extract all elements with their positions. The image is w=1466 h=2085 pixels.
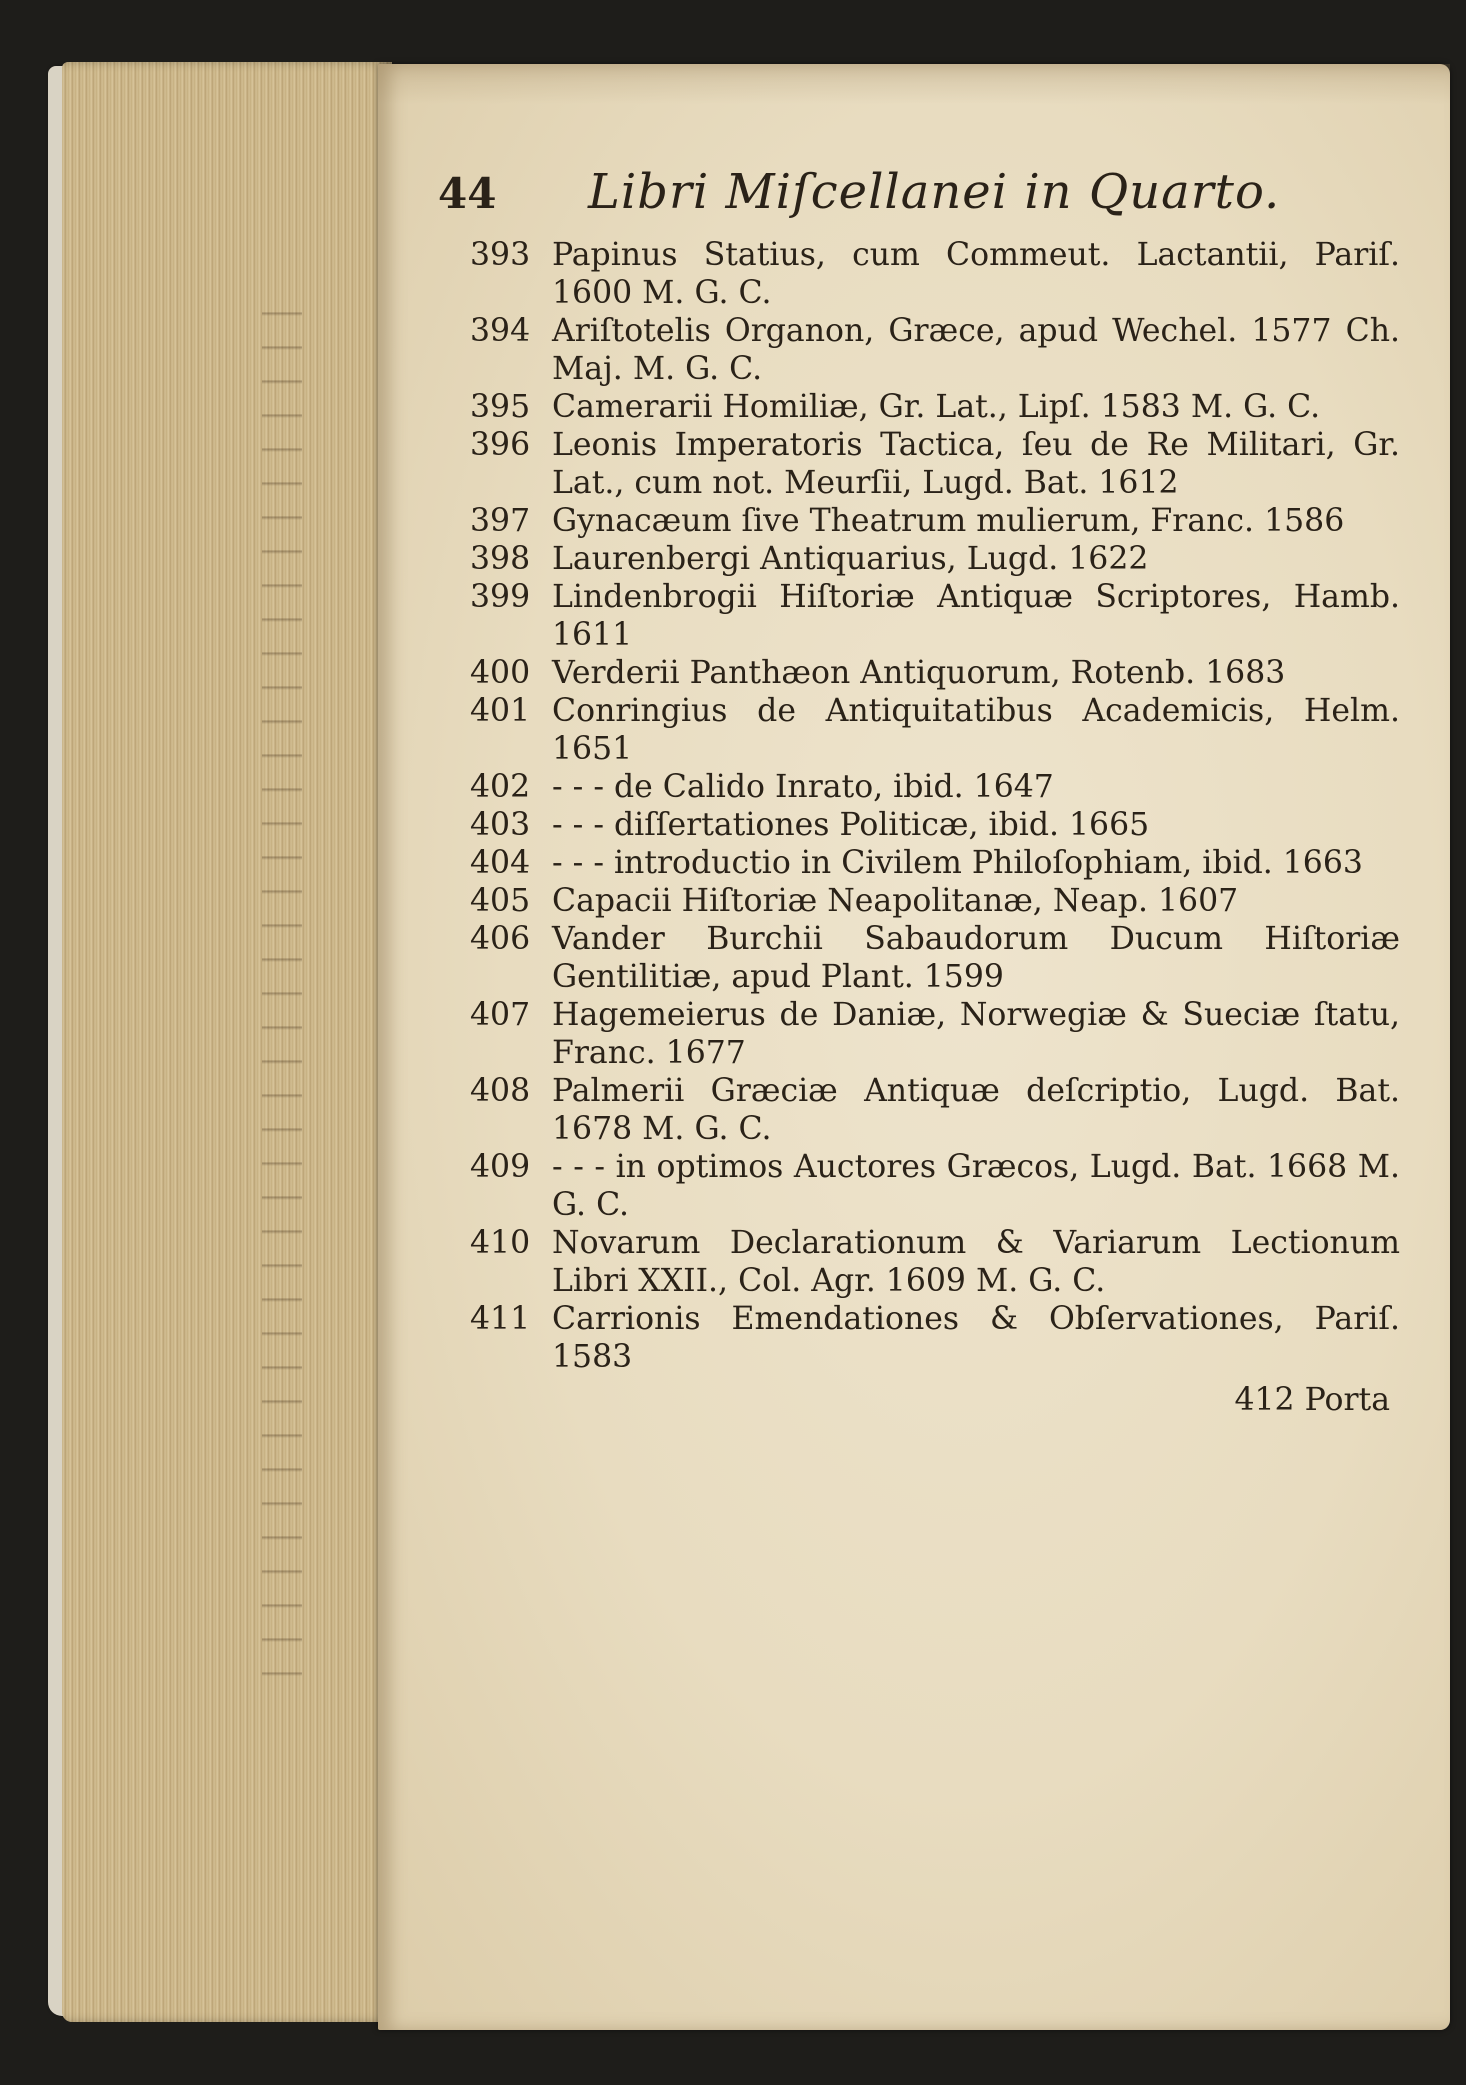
page-edges — [62, 62, 392, 2022]
entry-text: Gynacæum ſive Theatrum mulierum, Franc. 1586 — [552, 503, 1345, 539]
entry-number: 401 — [470, 693, 531, 729]
catalogue-entry — [470, 578, 1400, 654]
entry-number: 400 — [470, 655, 531, 691]
entry-text: Camerarii Homiliæ, Gr. Lat., Lipſ. 1583 M. G. C. — [552, 389, 1321, 425]
catalogue-entry — [470, 312, 1400, 388]
entry-text: Capacii Hiſtoriæ Neapolitanæ, Neap. 1607 — [552, 883, 1239, 919]
page-text — [438, 164, 1400, 1418]
entry-number: 405 — [470, 883, 531, 919]
entry-number: 396 — [470, 427, 531, 463]
entry-number: 411 — [470, 1301, 531, 1337]
entry-number: 393 — [470, 237, 531, 273]
entry-text: - - - in optimos Auctores Græcos, Lugd. Bat. 1668 M. G. C. — [552, 1149, 1400, 1223]
entry-text: Carrionis Emendationes & Obſervationes, Pariſ. 1583 — [552, 1301, 1400, 1375]
entry-text: Lindenbrogii Hiſtoriæ Antiquæ Scriptores, Hamb. 1611 — [552, 579, 1400, 653]
entry-text: - - - introductio in Civilem Philoſophiam, ibid. 1663 — [552, 845, 1363, 881]
entry-text: Papinus Statius, cum Commeut. Lactantii, Pariſ. 1600 M. G. C. — [552, 237, 1400, 311]
page-title: Libri Miſcellanei in Quarto. — [588, 164, 1281, 220]
entry-number: 394 — [470, 313, 531, 349]
catalogue-list — [470, 236, 1400, 1376]
entry-text: - - - de Calido Inrato, ibid. 1647 — [552, 769, 1054, 805]
entry-text: Novarum Declarationum & Variarum Lectionum Libri XXII., Col. Agr. 1609 M. G. C. — [552, 1225, 1400, 1299]
entry-number: 404 — [470, 845, 531, 881]
running-head — [438, 164, 1400, 236]
entry-text: Hagemeierus de Daniæ, Norwegiæ & Sueciæ ſtatu, Franc. 1677 — [552, 997, 1400, 1071]
entry-text: Conringius de Antiquitatibus Academicis, Helm. 1651 — [552, 693, 1400, 767]
catalogue-entry — [470, 768, 1400, 806]
entry-number: 395 — [470, 389, 531, 425]
catalogue-entry — [470, 920, 1400, 996]
catalogue-entry — [470, 236, 1400, 312]
entry-text: Ariſtotelis Organon, Græce, apud Wechel. 1577 Ch. Maj. M. G. C. — [552, 313, 1400, 387]
entry-number: 408 — [470, 1073, 531, 1109]
catalogue-entry — [470, 692, 1400, 768]
entry-text: Vander Burchii Sabaudorum Ducum Hiſtoriæ Gentilitiæ, apud Plant. 1599 — [552, 921, 1400, 995]
catalogue-entry — [470, 388, 1400, 426]
entry-number: 397 — [470, 503, 531, 539]
entry-text: Laurenbergi Antiquarius, Lugd. 1622 — [552, 541, 1149, 577]
page-number: 44 — [438, 169, 497, 218]
catalogue-entry — [470, 426, 1400, 502]
entry-text: Leonis Imperatoris Tactica, ſeu de Re Militari, Gr. Lat., cum not. Meurſii, Lugd. Bat. 1612 — [552, 427, 1400, 501]
entry-text: Palmerii Græciæ Antiquæ deſcriptio, Lugd. Bat. 1678 M. G. C. — [552, 1073, 1400, 1147]
entry-number: 407 — [470, 997, 531, 1033]
catalogue-entry — [470, 996, 1400, 1072]
catalogue-entry — [470, 806, 1400, 844]
entry-number: 399 — [470, 579, 531, 615]
entry-number: 410 — [470, 1225, 531, 1261]
printed-page — [378, 64, 1450, 2030]
catalogue-entry — [470, 540, 1400, 578]
entry-number: 398 — [470, 541, 531, 577]
entry-number: 402 — [470, 769, 531, 805]
entry-text: - - - diſſertationes Politicæ, ibid. 1665 — [552, 807, 1150, 843]
catalogue-entry — [470, 844, 1400, 882]
catalogue-entry — [470, 654, 1400, 692]
entry-text: Verderii Panthæon Antiquorum, Rotenb. 1683 — [552, 655, 1286, 691]
catchword: 412 Porta — [1234, 1382, 1390, 1418]
entry-number: 406 — [470, 921, 531, 957]
catalogue-entry — [470, 1072, 1400, 1148]
catalogue-entry — [470, 1224, 1400, 1300]
catalogue-entry — [470, 502, 1400, 540]
catalogue-entry — [470, 1300, 1400, 1376]
catalogue-entry — [470, 882, 1400, 920]
catalogue-entry — [470, 1148, 1400, 1224]
entry-number: 403 — [470, 807, 531, 843]
entry-number: 409 — [470, 1149, 531, 1185]
